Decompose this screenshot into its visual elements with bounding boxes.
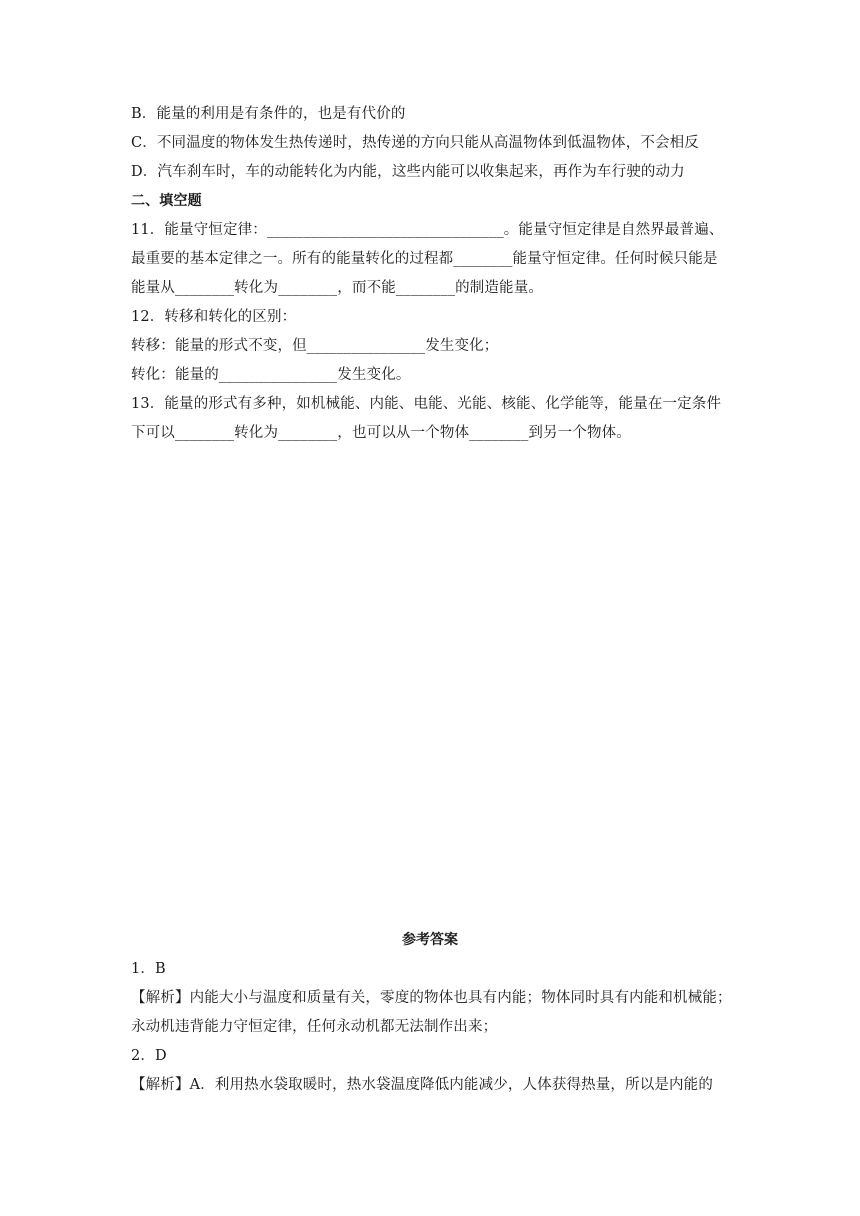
question-12-line-2: 转移：能量的形式不变，但________________发生变化； — [131, 338, 499, 354]
section-heading-fill-in: 二、填空题 — [131, 193, 202, 209]
question-11-line-2: 最重要的基本定律之一。所有的能量转化的过程都________能量守恒定律。任何时候只能是 — [131, 251, 718, 267]
question-12-line-1: 12．转移和转化的区别： — [131, 309, 297, 325]
explanation-1-line-1: 【解析】内能大小与温度和质量有关，零度的物体也具有内能；物体同时具有内能和机械能； — [131, 990, 732, 1006]
question-13-line-1: 13．能量的形式有多种，如机械能、内能、电能、光能、核能、化学能等，能量在一定条件 — [131, 396, 722, 412]
explanation-1-line-2: 永动机违背能力守恒定律，任何永动机都无法制作出来； — [131, 1019, 498, 1035]
question-11-line-1: 11．能量守恒定律：________________________________。能量守恒定律是自然界最普遍、 — [131, 222, 724, 238]
option-c: C．不同温度的物体发生热传递时，热传递的方向只能从高温物体到低温物体，不会相反 — [131, 135, 699, 151]
explanation-2-line-1: 【解析】A．利用热水袋取暖时，热水袋温度降低内能减少，人体获得热量，所以是内能的 — [131, 1077, 713, 1093]
answer-2: 2．D — [131, 1048, 167, 1064]
answer-1: 1．B — [131, 961, 166, 977]
question-13-line-2: 下可以________转化为________，也可以从一个物体________到另一个物体。 — [131, 425, 631, 441]
answers-title: 参考答案 — [402, 932, 458, 948]
option-d: D．汽车刹车时，车的动能转化为内能，这些内能可以收集起来，再作为车行驶的动力 — [131, 164, 685, 180]
question-12-line-3: 转化：能量的________________发生变化。 — [131, 367, 411, 383]
question-11-line-3: 能量从________转化为________，而不能________的制造能量。 — [131, 280, 543, 296]
option-b: B．能量的利用是有条件的，也是有代价的 — [131, 106, 406, 122]
